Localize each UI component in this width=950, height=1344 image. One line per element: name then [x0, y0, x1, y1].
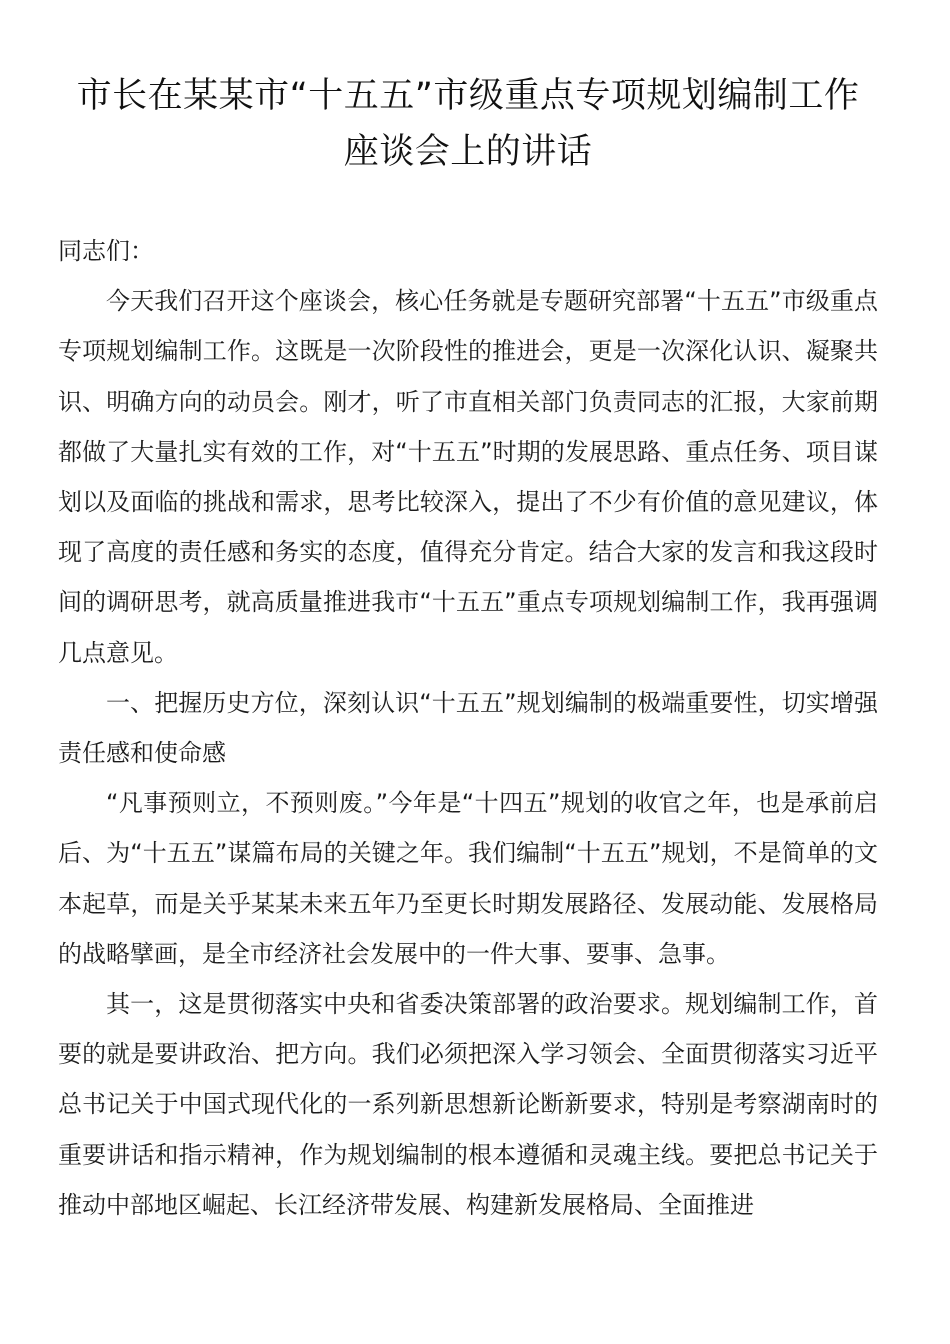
salutation: 同志们：: [58, 237, 154, 265]
paragraph-proverb: “凡事预则立，不预则废。”今年是“十四五”规划的收官之年，也是承前启后、为“十五五”谋篇布局的关键之年。我们编制“十五五”规划，不是简单的文本起草，而是关乎某某未来五年乃至更长时期发展路径、发展动能、发展格局的战略擘画，是全市经济社会发展中的一件大事、要事、急事。: [58, 789, 878, 968]
title-line-1: 市长在某某市“十五五”市级重点专项规划编制工作: [76, 76, 860, 116]
paragraph-point-1: 其一，这是贯彻落实中央和省委决策部署的政治要求。规划编制工作，首要的就是要讲政治、把方向。我们必须把深入学习领会、全面贯彻落实习近平总书记关于中国式现代化的一系列新思想新论断新要求，特别是考察湖南时的重要讲话和指示精神，作为规划编制的根本遵循和灵魂主线。要把总书记关于推动中部地区崛起、长江经济带发展、构建新发展格局、全面推进: [58, 990, 878, 1219]
title-line-2: 座谈会上的讲话: [343, 132, 593, 172]
document-body: [58, 226, 878, 1230]
document-title: [58, 68, 878, 180]
section-heading-1: 一、把握历史方位，深刻认识“十五五”规划编制的极端重要性，切实增强责任感和使命感: [58, 688, 878, 768]
paragraph-opening: 今天我们召开这个座谈会，核心任务就是专题研究部署“十五五”市级重点专项规划编制工作。这既是一次阶段性的推进会，更是一次深化认识、凝聚共识、明确方向的动员会。刚才，听了市直相关部门负责同志的汇报，大家前期都做了大量扎实有效的工作，对“十五五”时期的发展思路、重点任务、项目谋划以及面临的挑战和需求，思考比较深入，提出了不少有价值的意见建议，体现了高度的责任感和务实的态度，值得充分肯定。结合大家的发言和我这段时间的调研思考，就高质量推进我市“十五五”重点专项规划编制工作，我再强调几点意见。: [58, 287, 878, 667]
